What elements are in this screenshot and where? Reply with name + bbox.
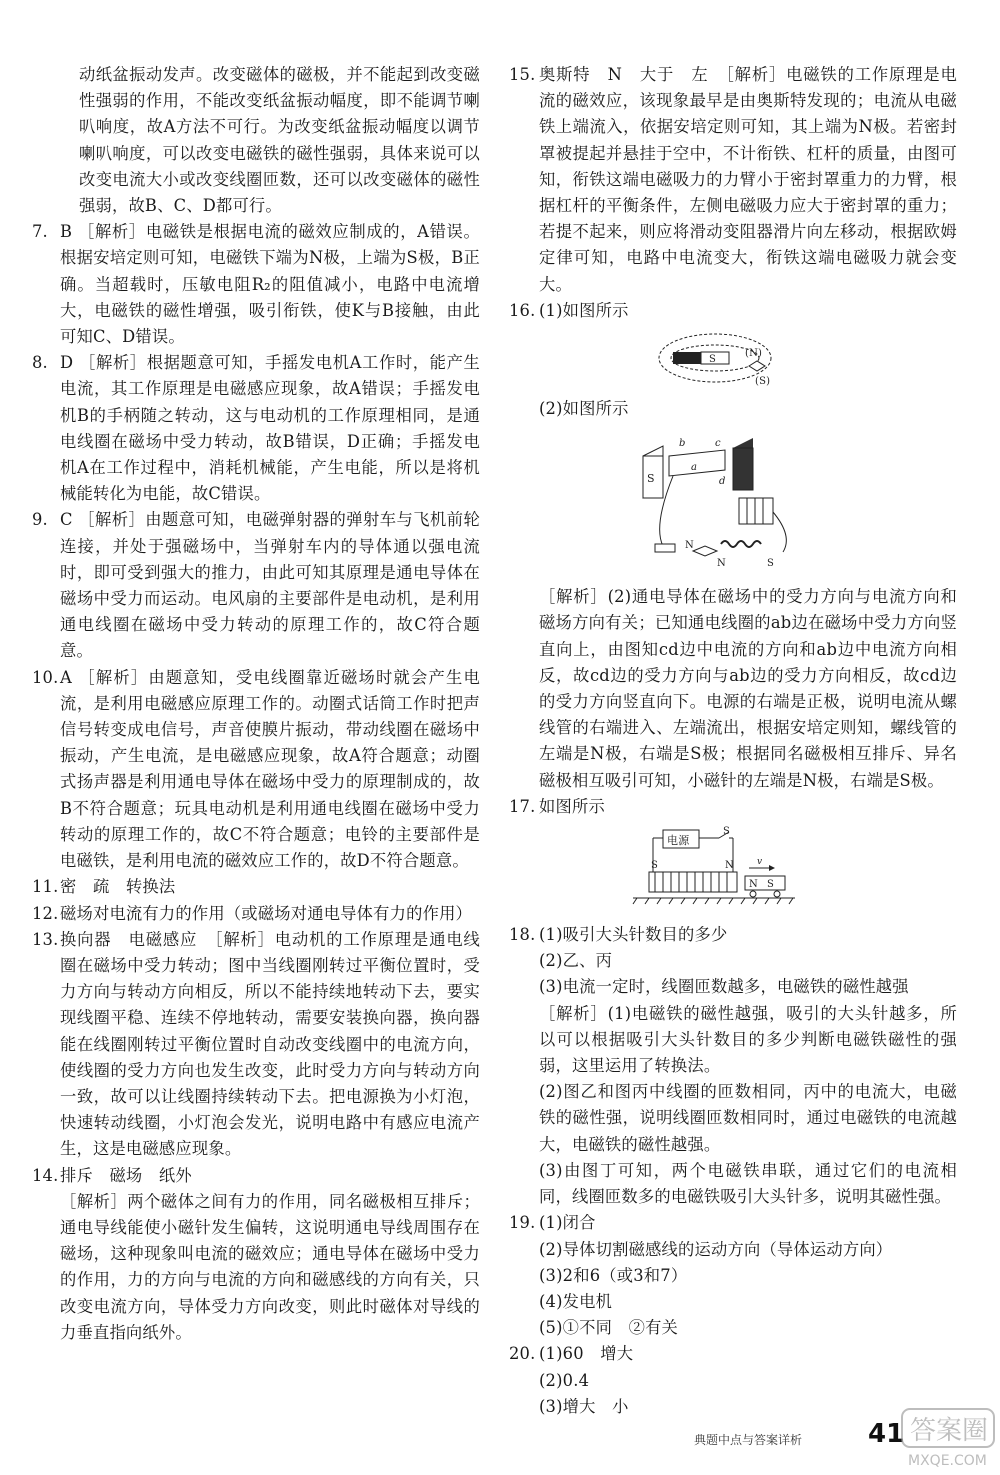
answer-19 bbox=[509, 1210, 957, 1341]
compass-needle-icon bbox=[693, 546, 717, 556]
answer-8 bbox=[32, 350, 480, 507]
svg-text:S: S bbox=[647, 472, 655, 486]
svg-text:v: v bbox=[757, 857, 763, 868]
answer-7 bbox=[32, 219, 480, 350]
page-number: 41 bbox=[868, 1419, 905, 1449]
answer-20-line: (2)0.4 bbox=[539, 1370, 590, 1390]
item-number: 16. bbox=[509, 300, 536, 320]
answer-18-line: (1)吸引大头针数目的多少 bbox=[539, 925, 728, 945]
item-number: 7. bbox=[32, 222, 48, 242]
answer-11 bbox=[32, 874, 480, 900]
svg-text:答案圈: 答案圈 bbox=[910, 1416, 989, 1446]
item-text: 密 疏 转换法 bbox=[60, 877, 176, 897]
item-text: C ［解析］由题意可知，电磁弹射器的弹射车与飞机前轮连接，并处于强磁场中，当弹射车内的导体通以强电流时，即可受到强大的推力，由此可知其原理是通电导体在磁场中受力而运动。电风扇的主要部件是电动机，是利用通电线圈在磁场中受力转动的原理工作的，故C符合题意。 bbox=[60, 510, 480, 661]
svg-text:a: a bbox=[691, 462, 698, 474]
answer-18-line: (3)电流一定时，线圈匝数越多，电磁铁的磁性越强 bbox=[539, 977, 909, 997]
answer-14-analysis bbox=[32, 1189, 480, 1346]
item-text: B ［解析］电磁铁是根据电流的磁效应制成的，A错误。根据安培定则可知，电磁铁下端为N极，上端为S极，B正确。当超载时，压敏电阻R₂的阻值减小，电路中电流增大，电磁铁的磁性增强，吸引衔铁，使K与B接触，由此可知C、D错误。 bbox=[60, 222, 480, 347]
svg-text:N: N bbox=[749, 879, 758, 891]
item-number: 17. bbox=[509, 796, 536, 816]
svg-text:N: N bbox=[717, 558, 726, 570]
svg-text:电源: 电源 bbox=[667, 834, 690, 848]
svg-text:S: S bbox=[767, 558, 775, 570]
answer-16-part1: (1)如图所示 bbox=[539, 300, 629, 320]
item-number: 9. bbox=[32, 510, 48, 530]
svg-text:S: S bbox=[767, 879, 775, 891]
switch-icon bbox=[655, 544, 675, 552]
svg-text:S: S bbox=[651, 860, 659, 872]
item-number bbox=[32, 1189, 60, 1346]
item-text: ［解析］两个磁体之间有力的作用，同名磁极相互排斥；通电导线能使小磁针发生偏转，这说明通电导线周围存在磁场，这种现象叫电流的磁效应；通电导体在磁场中受力的作用，力的方向与电流的方向和磁感线的方向有关，只改变电流方向，导体受力方向改变，则此时磁体对导线的力垂直指向纸外。 bbox=[60, 1191, 480, 1342]
svg-text:MXQE.COM: MXQE.COM bbox=[908, 1453, 987, 1469]
answer-18-line: (2)图乙和图丙中线圈的匝数相同，丙中的电流大，电磁铁的磁性强，说明线圈匝数相同时，通过电磁铁的电流越大，电磁铁的磁性越强。 bbox=[539, 1082, 957, 1154]
right-column bbox=[509, 62, 957, 1420]
motor-circuit-figure bbox=[633, 426, 803, 578]
answer-16-part2: (2)如图所示 bbox=[539, 399, 629, 419]
item-text: 磁场对电流有力的作用（或磁场对通电导体有力的作用） bbox=[60, 903, 473, 923]
compass-needle-icon bbox=[749, 361, 765, 371]
answer-14 bbox=[32, 1163, 480, 1189]
answer-19-line: (1)闭合 bbox=[539, 1213, 596, 1233]
svg-text:b: b bbox=[679, 438, 686, 450]
answer-15 bbox=[509, 62, 957, 298]
arrow-right-icon bbox=[769, 865, 775, 871]
item-text: D ［解析］根据题意可知，手摇发电机A工作时，能产生电流，其工作原理是电磁感应现象，故A错误；手摇发电机B的手柄随之转动，这与电动机的工作原理相同，是通电线圈在磁场中受力转动，故B错误，D正确；手摇发电机A在工作过程中，消耗机械能，产生电能，所以是将机械能转化为电能，故C错误。 bbox=[60, 353, 480, 504]
answer-20-line: (1)60 增大 bbox=[539, 1344, 634, 1364]
answer-18-line: ［解析］(1)电磁铁的磁性越强，吸引的大头针越多，所以可以根据吸引大头针数目的多少判断电磁铁磁性的强弱，这里运用了转换法。 bbox=[539, 1003, 957, 1076]
item-number: 10. bbox=[32, 667, 59, 687]
needle-s-label: (S) bbox=[755, 376, 771, 388]
item-number: 11. bbox=[32, 877, 59, 897]
answer-20 bbox=[509, 1341, 957, 1420]
item-number: 19. bbox=[509, 1213, 536, 1233]
item-text: 动纸盆振动发声。改变磁体的磁极，并不能起到改变磁性强弱的作用，不能改变纸盆振动幅度，即不能调节喇叭响度，故A方法不可行。为改变纸盆振动幅度以调节喇叭响度，可以改变电磁铁的磁性强弱，具体来说可以改变电流大小或改变线圈匝数，还可以改变磁体的磁性强弱，故B、C、D都可行。 bbox=[79, 65, 480, 216]
answer-17-text: 如图所示 bbox=[539, 796, 605, 816]
left-column bbox=[32, 62, 480, 1346]
item-number: 13. bbox=[32, 929, 59, 949]
svg-text:N: N bbox=[725, 860, 734, 872]
item-text: 奥斯特 N 大于 左 ［解析］电磁铁的工作原理是电流的磁效应，该现象最早是由奥斯特发现的；电流从电磁铁上端流入，依据安培定则可知，其上端为N极。若密封罩被提起并悬挂于空中，不计衔铁、杠杆的质量，由图可知，衔铁这端电磁吸力的力臂小于密封罩重力的力臂，根据杠杆的平衡条件，左侧电磁吸力应大于密封罩的重力；若提不起来，则应将滑动变阻器滑片向左移动，根据欧姆定律可知，电路中电流变大，衔铁这端电磁吸力就会变大。 bbox=[539, 65, 957, 294]
item-number: 14. bbox=[32, 1165, 59, 1185]
answer-19-line: (4)发电机 bbox=[539, 1291, 613, 1311]
item-text: A ［解析］由题意知，受电线圈靠近磁场时就会产生电流，是利用电磁感应原理工作的。动圈式话筒工作时把声信号转变成电信号，声音使膜片振动，带动线圈在磁场中振动，产生电流，是电磁感应现象，故A符合题意；动圈式扬声器是利用通电导体在磁场中受力的原理制成的，故B不符合题意；玩具电动机是利用通电线圈在磁场中受力转动的原理工作的，故C不符合题意；电铃的主要部件是电磁铁，是利用电流的磁效应工作的，故D不符合题意。 bbox=[60, 667, 480, 871]
answer-18 bbox=[509, 922, 957, 1210]
item-text: 换向器 电磁感应 ［解析］电动机的工作原理是通电线圈在磁场中受力转动；图中当线圈刚转过平衡位置时，受力方向与转动方向相反，所以不能持续地转动下去，要实现线圈平稳、连续不停地转动，需要安装换向器，换向器能在线圈刚转过平衡位置时自动改变线圈中的电流方向，使线圈的受力方向也发生改变，此时受力方向与转动方向一致，故可以让线圈持续转动下去。把电源换为小灯泡，快速转动线圈，小灯泡会发光，说明电路中有感应电流产生，这是电磁感应现象。 bbox=[60, 929, 480, 1159]
answer-18-line: (3)由图丁可知，两个电磁铁串联，通过它们的电流相同，线圈匝数多的电磁铁吸引大头针多，说明其磁性强。 bbox=[539, 1160, 957, 1207]
answer-12 bbox=[32, 901, 480, 927]
answer-20-line: (3)增大 小 bbox=[539, 1396, 629, 1416]
answer-18-line: (2)乙、丙 bbox=[539, 951, 613, 971]
answer-19-line: (3)2和6（或3和7） bbox=[539, 1265, 688, 1285]
item-number: 20. bbox=[509, 1344, 536, 1364]
item-text: 排斥 磁场 纸外 bbox=[60, 1165, 192, 1185]
solenoid-icon bbox=[721, 541, 761, 547]
answer-9 bbox=[32, 507, 480, 664]
magnet-field-figure bbox=[657, 328, 797, 390]
svg-text:c: c bbox=[715, 438, 721, 450]
answer-10 bbox=[32, 665, 480, 875]
item-number: 8. bbox=[32, 353, 48, 373]
needle-n-label: (N) bbox=[745, 348, 763, 360]
item-number bbox=[32, 62, 79, 219]
magnet-s-label: S bbox=[709, 354, 717, 366]
battery-icon bbox=[739, 498, 773, 524]
electromagnet-cart-figure bbox=[629, 824, 799, 916]
footer-label: 典题中点与答案详析 bbox=[694, 1433, 803, 1447]
bar-magnet-n bbox=[673, 352, 701, 364]
answer-16 bbox=[509, 298, 957, 794]
answer-19-line: (2)导体切割磁感线的运动方向（导体运动方向） bbox=[539, 1239, 893, 1259]
item-number: 18. bbox=[509, 925, 536, 945]
item-number: 15. bbox=[509, 65, 536, 84]
svg-text:d: d bbox=[719, 476, 726, 488]
svg-text:S: S bbox=[723, 826, 731, 838]
answer-17 bbox=[509, 794, 957, 922]
answer-16-analysis: ［解析］(2)通电导体在磁场中的受力方向与电流方向和磁场方向有关；已知通电线圈的ab边在磁场中受力方向竖直向上，由图知cd边中电流的方向和ab边中电流方向相反，故cd边的受力方向与ab边的受力方向相反，故cd边的受力方向竖直向下。电源的右端是正极，说明电流从螺线管的右端进入、左端流出，根据安培定则知，螺线管的左端是N极，右端是S极；根据同名磁极相互排斥、异名磁极相互吸引可知，小磁针的左端是N极，右端是S极。 bbox=[539, 587, 957, 790]
left-item-continuation bbox=[32, 62, 480, 219]
svg-text:N: N bbox=[685, 540, 694, 552]
item-number: 12. bbox=[32, 903, 59, 923]
answer-13 bbox=[32, 927, 480, 1163]
watermark-logo bbox=[900, 1405, 996, 1469]
answer-19-line: (5)①不同 ②有关 bbox=[539, 1318, 679, 1338]
